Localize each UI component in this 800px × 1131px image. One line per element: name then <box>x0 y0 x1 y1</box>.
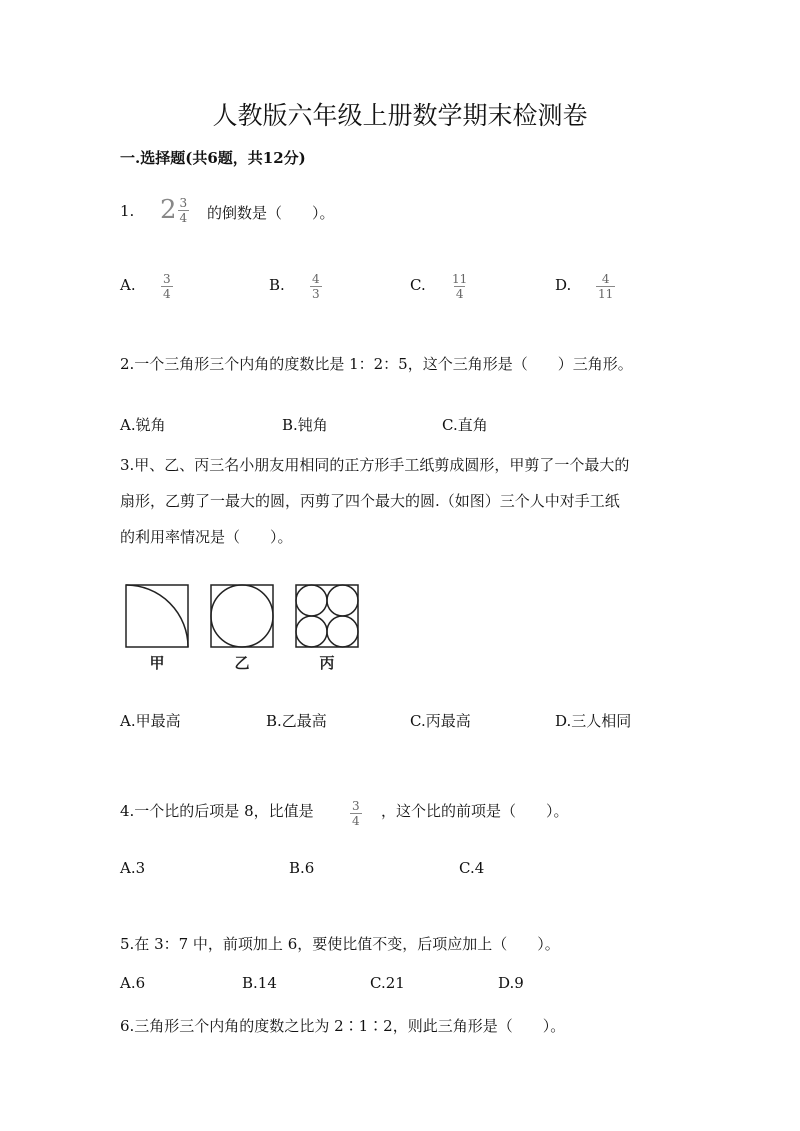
question-1-suffix: 的倒数是（ ）。 <box>207 204 335 222</box>
q1-option-a-fraction <box>161 269 173 300</box>
quarter-arc <box>126 585 188 647</box>
q4-option-b[interactable]: B.6 <box>289 859 315 877</box>
small-circle <box>327 616 358 647</box>
q1-option-d-fraction <box>596 269 615 300</box>
numerator: 3 <box>163 272 171 286</box>
question-4-suffix: ，这个比的前项是（ ）。 <box>381 802 569 820</box>
figure-yi <box>211 585 273 647</box>
question-1 <box>120 202 134 220</box>
section-heading: 一.选择题(共6题，共12分) <box>120 149 306 167</box>
q3-option-d[interactable]: D.三人相同 <box>555 712 632 730</box>
question-4-fraction <box>350 796 362 827</box>
small-circle <box>296 616 327 647</box>
q5-option-a[interactable]: A.6 <box>120 974 146 992</box>
numerator: 11 <box>452 272 468 286</box>
q1-option-c-fraction <box>450 269 469 300</box>
numerator: 3 <box>352 799 360 813</box>
q1-option-a-label[interactable]: A. <box>120 276 136 294</box>
q4-option-c[interactable]: C.4 <box>459 859 485 877</box>
question-3-line-1: 3.甲、乙、丙三名小朋友用相同的正方形手工纸剪成圆形，甲剪了一个最大的 <box>120 456 630 474</box>
figure-label-jia: 甲 <box>149 654 165 672</box>
figure-jia <box>126 585 188 647</box>
question-1-mixed-number <box>160 195 189 225</box>
question-6: 6.三角形三个内角的度数之比为 2∶1∶2，则此三角形是（ ）。 <box>120 1017 566 1035</box>
small-circle <box>327 585 358 616</box>
page-title: 人教版六年级上册数学期末检测卷 <box>212 101 588 130</box>
question-5: 5.在 3：7 中，前项加上 6，要使比值不变，后项应加上（ ）。 <box>120 935 560 953</box>
large-circle <box>211 585 273 647</box>
q1-option-b-label[interactable]: B. <box>269 276 285 294</box>
question-3-line-3: 的利用率情况是（ ）。 <box>120 528 293 546</box>
q3-option-c[interactable]: C.丙最高 <box>410 712 471 730</box>
denominator: 11 <box>598 287 614 301</box>
q1-option-b-fraction <box>310 269 322 300</box>
q5-option-c[interactable]: C.21 <box>370 974 405 992</box>
q3-option-a[interactable]: A.甲最高 <box>120 712 181 730</box>
numerator: 4 <box>601 272 610 286</box>
square-jia <box>126 585 188 647</box>
small-circle <box>296 585 327 616</box>
denominator: 4 <box>163 287 171 301</box>
question-4-prefix: 4.一个比的后项是 8，比值是 <box>120 802 314 820</box>
q2-option-a[interactable]: A.锐角 <box>120 416 166 434</box>
question-3-line-2: 扇形，乙剪了一最大的圆，丙剪了四个最大的圆.（如图）三个人中对手工纸 <box>120 492 620 510</box>
q5-option-b[interactable]: B.14 <box>242 974 277 992</box>
denominator: 4 <box>455 287 464 301</box>
mixed-whole: 2 <box>160 195 177 225</box>
q2-option-c[interactable]: C.直角 <box>442 416 488 434</box>
q2-option-b[interactable]: B.钝角 <box>282 416 328 434</box>
mixed-numerator: 3 <box>179 195 188 210</box>
q4-option-a[interactable]: A.3 <box>120 859 146 877</box>
figure-bing <box>296 585 358 647</box>
q3-option-b[interactable]: B.乙最高 <box>266 712 327 730</box>
figure-label-yi: 乙 <box>234 654 250 672</box>
q1-option-d-label[interactable]: D. <box>555 276 572 294</box>
paper-cutting-figure <box>120 582 370 674</box>
figure-label-bing: 丙 <box>319 654 335 672</box>
numerator: 4 <box>312 272 320 286</box>
question-1-number: 1. <box>120 202 135 220</box>
question-2: 2.一个三角形三个内角的度数比是 1：2：5，这个三角形是（ ）三角形。 <box>120 355 633 373</box>
denominator: 4 <box>352 814 360 828</box>
mixed-denominator: 4 <box>179 210 188 225</box>
denominator: 3 <box>312 287 320 301</box>
q1-option-c-label[interactable]: C. <box>410 276 426 294</box>
square-bing <box>296 585 358 647</box>
q5-option-d[interactable]: D.9 <box>498 974 524 992</box>
